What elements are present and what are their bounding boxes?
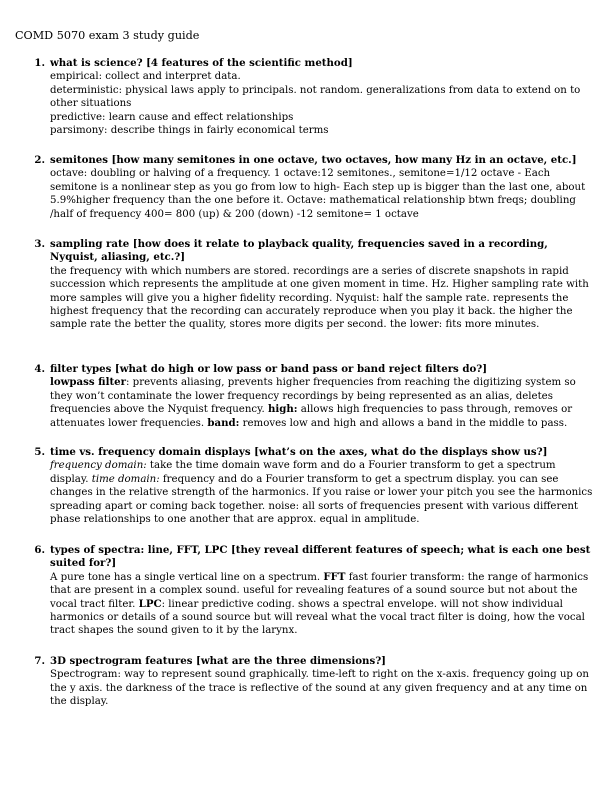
paragraph-text: take the time domain wave form and do a Fourier transform to get a spectrum display. — [50, 460, 556, 485]
paragraph-text: fast fourier transform: the range of harmonics that are present in a complex sound. useful for revealing features of a sound source but not about the vocal tract filter. — [50, 571, 589, 610]
item-number: 5. — [34, 446, 45, 458]
item-heading: time vs. frequency domain displays [what’s on the axes, what do the displays show us?] — [50, 446, 548, 458]
item-paragraph — [50, 167, 596, 221]
bold-term: LPC — [138, 597, 162, 610]
study-item-6 — [33, 544, 596, 638]
paragraph-text: octave: doubling or halving of a frequency. 1 octave:12 semitones., semitone=1/12 octave - Each semitone is a nonlinear step as you go from low to high- Each step up is bigger than the last one, about 5.9%higher frequency than the one before it. Octave: mathematical relationship btwn freqs; doubling /half of frequency 400= 800 (up) & 200 (down) -12 semitone= 1 octave — [50, 168, 586, 220]
italic-term: time domain: — [91, 473, 160, 485]
paragraph-text: frequency and do a Fourier transform to get a spectrum display. you can see changes in the relative strength of the harmonics. If you raise or lower your pitch you see the harmonics spreading apart or coming back together. noise: all sorts of frequencies present with various different phase relationships to one another that are approx. equal in amplitude. — [50, 473, 593, 526]
item-body — [50, 363, 596, 430]
bold-term: FFT — [323, 570, 346, 583]
item-paragraph — [50, 124, 596, 137]
italic-term: frequency domain: — [50, 460, 147, 472]
item-paragraph — [50, 668, 596, 708]
item-heading: 3D spectrogram features [what are the three dimensions?] — [50, 655, 386, 667]
item-number: 3. — [34, 238, 45, 250]
study-item-7 — [33, 655, 596, 709]
item-paragraph — [50, 571, 596, 638]
study-item-4 — [33, 363, 596, 430]
item-body — [50, 544, 596, 638]
paragraph-text: parsimony: describe things in fairly economical terms — [50, 125, 329, 137]
item-number: 6. — [34, 544, 45, 556]
item-heading: sampling rate [how does it relate to playback quality, frequencies saved in a recording, Nyquist, aliasing, etc.?] — [50, 238, 548, 264]
item-body — [50, 57, 596, 137]
bold-term: lowpass filter — [50, 376, 127, 389]
item-paragraph — [50, 84, 596, 111]
study-item-1 — [33, 57, 596, 137]
item-body — [50, 655, 596, 709]
paragraph-text: removes low and high and allows a band in the middle to pass. — [239, 417, 568, 429]
document-title: COMD 5070 exam 3 study guide — [15, 29, 200, 42]
paragraph-text: deterministic: physical laws apply to principals. not random. generalizations from data to extend on to other situations — [50, 84, 581, 110]
item-number: 4. — [34, 363, 45, 375]
item-paragraph — [50, 376, 596, 430]
paragraph-text: Spectrogram: way to represent sound graphically. time-left to right on the x-axis. frequency going up on the y axis. the darkness of the trace is reflective of the sound at any given frequency and at any time on the display. — [50, 669, 589, 708]
bold-term: band: — [207, 416, 240, 429]
item-body — [50, 238, 596, 332]
paragraph-text: empirical: collect and interpret data. — [50, 71, 241, 83]
item-paragraph — [50, 111, 596, 124]
item-body — [50, 446, 596, 526]
item-heading: semitones [how many semitones in one octave, two octaves, how many Hz in an octave, etc.] — [50, 154, 577, 166]
study-item-3 — [33, 238, 596, 332]
paragraph-text: A pure tone has a single vertical line on a spectrum. — [50, 571, 324, 583]
item-number: 1. — [34, 57, 45, 69]
paragraph-text: : prevents aliasing, prevents higher frequencies from reaching the digitizing system so they won’t contaminate the lower frequency recordings by being represented as an alias, deletes frequencies above the Nyquist frequency. — [50, 377, 576, 416]
study-item-5 — [33, 446, 596, 526]
item-number: 2. — [34, 154, 45, 166]
item-body — [50, 154, 596, 221]
item-number: 7. — [34, 655, 45, 667]
study-item-2 — [33, 154, 596, 221]
item-heading: types of spectra: line, FFT, LPC [they reveal different features of speech; what is each one best suited for?] — [50, 544, 591, 570]
paragraph-text: predictive: learn cause and effect relationships — [50, 111, 294, 123]
item-paragraph — [50, 459, 596, 526]
paragraph-text: the frequency with which numbers are stored. recordings are a series of discrete snapshots in rapid succession which represents the amplitude at one given moment in time. Hz. Higher sampling rate with more samples will give you a higher fidelity recording. Nyquist: half the sample rate. represents the highest frequency that the recording can accurately reproduce when you play it back. the higher the sample rate the better the quality, stores more digits per second. the lower: fits more minutes. — [50, 265, 589, 331]
paragraph-text: allows high frequencies to pass through, removes or attenuates lower frequencies. — [50, 404, 573, 429]
item-paragraph — [50, 265, 596, 332]
item-heading: filter types [what do high or low pass or band pass or band reject filters do?] — [50, 363, 488, 375]
item-paragraph — [50, 70, 596, 83]
item-heading: what is science? [4 features of the scientific method] — [50, 57, 353, 69]
bold-term: high: — [267, 403, 298, 416]
paragraph-text: : linear predictive coding. shows a spectral envelope. will not show individual harmonics or details of a sound source but will reveal what the vocal tract filter is doing, how the vocal tract shapes the sound given to it by the larynx. — [50, 598, 585, 637]
